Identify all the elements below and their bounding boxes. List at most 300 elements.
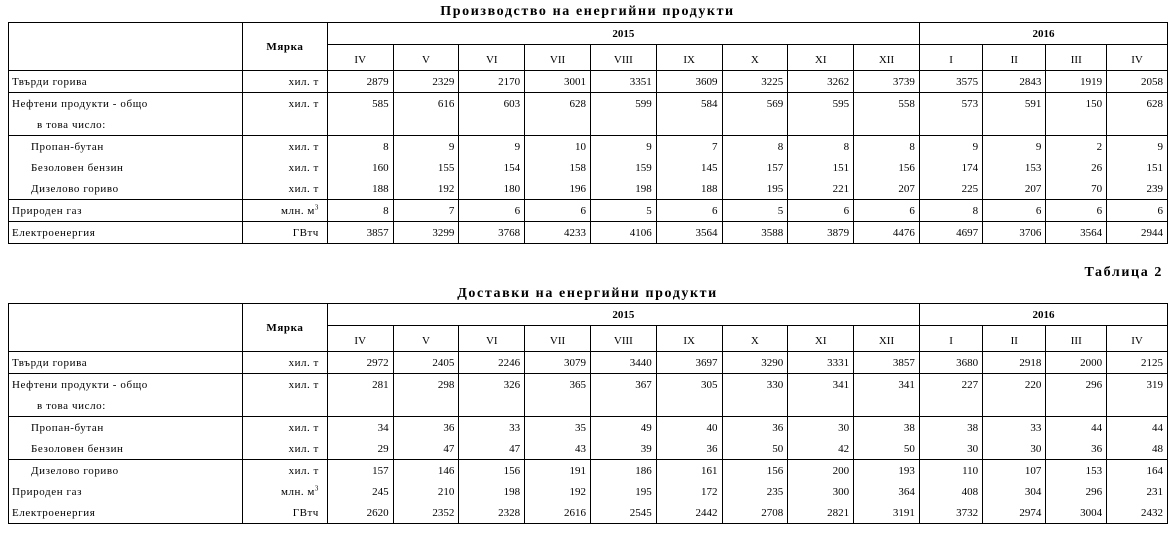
value-cell: 2432: [1107, 502, 1168, 524]
table1-title: Производство на енергийни продукти: [440, 4, 735, 19]
value-cell: 2058: [1107, 71, 1168, 93]
year-header: 2015: [327, 304, 919, 326]
table-row: [9, 374, 1168, 396]
row-name: Дизелово гориво: [9, 178, 243, 200]
value-cell: [393, 114, 459, 136]
value-cell: 603: [459, 93, 525, 115]
value-cell: 164: [1107, 460, 1168, 482]
value-cell: 9: [1107, 136, 1168, 158]
value-cell: 43: [525, 438, 591, 460]
value-cell: 36: [393, 417, 459, 439]
table-row: [9, 71, 1168, 93]
month-header: III: [1046, 326, 1107, 352]
value-cell: 3732: [919, 502, 982, 524]
value-cell: 42: [788, 438, 854, 460]
value-cell: 48: [1107, 438, 1168, 460]
value-cell: 153: [983, 157, 1046, 178]
value-cell: 6: [525, 200, 591, 222]
value-cell: 569: [722, 93, 788, 115]
year-header: 2016: [919, 304, 1167, 326]
month-header: IV: [327, 326, 393, 352]
value-cell: 616: [393, 93, 459, 115]
value-cell: 367: [590, 374, 656, 396]
value-cell: 3879: [788, 222, 854, 244]
row-unit: [243, 438, 328, 460]
value-cell: 198: [590, 178, 656, 200]
value-cell: 47: [459, 438, 525, 460]
value-cell: 3768: [459, 222, 525, 244]
unit-superscript: 3: [314, 202, 319, 211]
value-cell: 188: [656, 178, 722, 200]
value-cell: [722, 395, 788, 417]
value-cell: 3351: [590, 71, 656, 93]
table-row: [9, 502, 1168, 524]
value-cell: 50: [854, 438, 920, 460]
value-cell: 155: [393, 157, 459, 178]
value-cell: 4697: [919, 222, 982, 244]
value-cell: 628: [525, 93, 591, 115]
value-cell: 146: [393, 460, 459, 482]
value-cell: 5: [590, 200, 656, 222]
month-header: X: [722, 45, 788, 71]
value-cell: 196: [525, 178, 591, 200]
value-cell: 8: [327, 200, 393, 222]
table-row: [9, 200, 1168, 222]
value-cell: 180: [459, 178, 525, 200]
value-cell: 30: [919, 438, 982, 460]
row-name: Природен газ: [9, 200, 243, 222]
value-cell: [722, 114, 788, 136]
value-cell: 3079: [525, 352, 591, 374]
month-header: V: [393, 45, 459, 71]
table-row: [9, 395, 1168, 417]
value-cell: 172: [656, 481, 722, 502]
table-row: [9, 481, 1168, 502]
value-cell: 33: [983, 417, 1046, 439]
month-header: V: [393, 326, 459, 352]
table-row: [9, 93, 1168, 115]
value-cell: 3299: [393, 222, 459, 244]
value-cell: 239: [1107, 178, 1168, 200]
value-cell: 7: [656, 136, 722, 158]
value-cell: 585: [327, 93, 393, 115]
value-cell: 207: [854, 178, 920, 200]
value-cell: 3262: [788, 71, 854, 93]
value-cell: 150: [1046, 93, 1107, 115]
month-header: VII: [525, 45, 591, 71]
value-cell: 191: [525, 460, 591, 482]
value-cell: 2405: [393, 352, 459, 374]
year-header: 2015: [327, 23, 919, 45]
value-cell: 70: [1046, 178, 1107, 200]
value-cell: 319: [1107, 374, 1168, 396]
value-cell: 220: [983, 374, 1046, 396]
value-cell: 38: [854, 417, 920, 439]
value-cell: 2821: [788, 502, 854, 524]
value-cell: 36: [1046, 438, 1107, 460]
value-cell: 305: [656, 374, 722, 396]
value-cell: [1107, 395, 1168, 417]
row-name: Твърди горива: [9, 352, 243, 374]
value-cell: 151: [788, 157, 854, 178]
value-cell: [525, 395, 591, 417]
value-cell: 221: [788, 178, 854, 200]
row-name: в това число:: [9, 114, 243, 136]
value-cell: [919, 395, 982, 417]
month-header: IV: [1107, 45, 1168, 71]
value-cell: 159: [590, 157, 656, 178]
value-cell: 40: [656, 417, 722, 439]
unit-text: хил. т: [288, 140, 319, 153]
value-cell: 154: [459, 157, 525, 178]
value-cell: 188: [327, 178, 393, 200]
value-cell: 8: [788, 136, 854, 158]
value-cell: 2918: [983, 352, 1046, 374]
value-cell: 6: [656, 200, 722, 222]
value-cell: 161: [656, 460, 722, 482]
value-cell: 2442: [656, 502, 722, 524]
month-header: IX: [656, 45, 722, 71]
row-unit: [243, 71, 328, 93]
value-cell: 4106: [590, 222, 656, 244]
value-cell: 2620: [327, 502, 393, 524]
value-cell: [983, 114, 1046, 136]
value-cell: 599: [590, 93, 656, 115]
row-name: Електроенергия: [9, 222, 243, 244]
unit-text: млн. м: [281, 204, 315, 217]
unit-text: хил. т: [288, 356, 319, 369]
month-header: VI: [459, 326, 525, 352]
table-row: [9, 114, 1168, 136]
value-cell: 7: [393, 200, 459, 222]
value-cell: 3857: [327, 222, 393, 244]
month-header: XII: [854, 326, 920, 352]
value-cell: 330: [722, 374, 788, 396]
value-cell: 2246: [459, 352, 525, 374]
value-cell: 2708: [722, 502, 788, 524]
row-unit: [243, 93, 328, 115]
table-row: [9, 157, 1168, 178]
value-cell: 2125: [1107, 352, 1168, 374]
value-cell: 3588: [722, 222, 788, 244]
row-unit: [243, 157, 328, 178]
value-cell: [1046, 114, 1107, 136]
row-name: Безоловен бензин: [9, 157, 243, 178]
value-cell: 2616: [525, 502, 591, 524]
value-cell: 4233: [525, 222, 591, 244]
row-unit: [243, 502, 328, 524]
value-cell: 2000: [1046, 352, 1107, 374]
value-cell: 160: [327, 157, 393, 178]
table-row: [9, 438, 1168, 460]
value-cell: 3680: [919, 352, 982, 374]
value-cell: 158: [525, 157, 591, 178]
value-cell: 34: [327, 417, 393, 439]
value-cell: [459, 114, 525, 136]
value-cell: 408: [919, 481, 982, 502]
month-header: X: [722, 326, 788, 352]
value-cell: 47: [393, 438, 459, 460]
value-cell: 9: [983, 136, 1046, 158]
value-cell: 3739: [854, 71, 920, 93]
value-cell: [590, 114, 656, 136]
value-cell: 8: [327, 136, 393, 158]
value-cell: 3857: [854, 352, 920, 374]
value-cell: 2972: [327, 352, 393, 374]
value-cell: 186: [590, 460, 656, 482]
value-cell: 6: [1046, 200, 1107, 222]
value-cell: 156: [722, 460, 788, 482]
value-cell: 107: [983, 460, 1046, 482]
value-cell: 157: [722, 157, 788, 178]
value-cell: 3440: [590, 352, 656, 374]
value-cell: 225: [919, 178, 982, 200]
month-header: XI: [788, 45, 854, 71]
value-cell: 8: [722, 136, 788, 158]
value-cell: 2352: [393, 502, 459, 524]
value-cell: 3697: [656, 352, 722, 374]
row-unit: [243, 200, 328, 222]
table-row: [9, 352, 1168, 374]
month-header: IX: [656, 326, 722, 352]
row-unit: [243, 395, 328, 417]
value-cell: 8: [854, 136, 920, 158]
value-cell: 8: [919, 200, 982, 222]
value-cell: 3191: [854, 502, 920, 524]
value-cell: 3290: [722, 352, 788, 374]
month-header: VIII: [590, 326, 656, 352]
value-cell: 110: [919, 460, 982, 482]
row-name: Дизелово гориво: [9, 460, 243, 482]
unit-text: хил. т: [288, 421, 319, 434]
month-header: I: [919, 326, 982, 352]
row-name: Природен газ: [9, 481, 243, 502]
row-name: Нефтени продукти - общо: [9, 374, 243, 396]
value-cell: 3706: [983, 222, 1046, 244]
value-cell: 2: [1046, 136, 1107, 158]
value-cell: 49: [590, 417, 656, 439]
year-header-row: [9, 23, 1168, 45]
month-header: XI: [788, 326, 854, 352]
value-cell: 3564: [656, 222, 722, 244]
value-cell: 326: [459, 374, 525, 396]
value-cell: 2843: [983, 71, 1046, 93]
value-cell: 3225: [722, 71, 788, 93]
unit-text: млн. м: [281, 485, 315, 498]
value-cell: 2170: [459, 71, 525, 93]
value-cell: 235: [722, 481, 788, 502]
value-cell: 44: [1046, 417, 1107, 439]
unit-superscript: 3: [314, 483, 319, 492]
value-cell: 36: [722, 417, 788, 439]
value-cell: 195: [590, 481, 656, 502]
value-cell: 341: [854, 374, 920, 396]
name-header-cell: [9, 23, 243, 71]
value-cell: 9: [590, 136, 656, 158]
value-cell: [854, 395, 920, 417]
unit-text: ГВтч: [292, 506, 319, 519]
value-cell: [525, 114, 591, 136]
value-cell: 2545: [590, 502, 656, 524]
value-cell: 3564: [1046, 222, 1107, 244]
row-unit: [243, 374, 328, 396]
row-unit: [243, 114, 328, 136]
value-cell: 192: [393, 178, 459, 200]
value-cell: 3004: [1046, 502, 1107, 524]
month-header: IV: [327, 45, 393, 71]
unit-header: Мярка: [243, 23, 328, 71]
table-row: [9, 178, 1168, 200]
value-cell: 156: [459, 460, 525, 482]
value-cell: 595: [788, 93, 854, 115]
value-cell: 36: [656, 438, 722, 460]
value-cell: 281: [327, 374, 393, 396]
value-cell: 573: [919, 93, 982, 115]
value-cell: [656, 395, 722, 417]
value-cell: [459, 395, 525, 417]
deliveries-table: [8, 303, 1168, 524]
value-cell: 38: [919, 417, 982, 439]
unit-text: хил. т: [288, 75, 319, 88]
unit-text: хил. т: [288, 464, 319, 477]
value-cell: 5: [722, 200, 788, 222]
row-name: Твърди горива: [9, 71, 243, 93]
value-cell: 231: [1107, 481, 1168, 502]
month-header: I: [919, 45, 982, 71]
value-cell: [590, 395, 656, 417]
production-table: [8, 22, 1168, 244]
row-unit: [243, 222, 328, 244]
value-cell: 6: [983, 200, 1046, 222]
unit-text: хил. т: [288, 182, 319, 195]
value-cell: 584: [656, 93, 722, 115]
value-cell: 6: [788, 200, 854, 222]
value-cell: 30: [983, 438, 1046, 460]
value-cell: 174: [919, 157, 982, 178]
unit-text: ГВтч: [292, 226, 319, 239]
value-cell: 9: [393, 136, 459, 158]
month-header: II: [983, 326, 1046, 352]
value-cell: 9: [919, 136, 982, 158]
value-cell: 198: [459, 481, 525, 502]
value-cell: 364: [854, 481, 920, 502]
value-cell: 341: [788, 374, 854, 396]
value-cell: 2328: [459, 502, 525, 524]
table2-title: Доставки на енергийни продукти: [457, 286, 718, 301]
row-name: в това число:: [9, 395, 243, 417]
value-cell: 296: [1046, 374, 1107, 396]
value-cell: 29: [327, 438, 393, 460]
value-cell: 151: [1107, 157, 1168, 178]
month-header: II: [983, 45, 1046, 71]
value-cell: 50: [722, 438, 788, 460]
unit-text: хил. т: [288, 161, 319, 174]
unit-text: хил. т: [288, 97, 319, 110]
value-cell: 3609: [656, 71, 722, 93]
row-unit: [243, 178, 328, 200]
table-row: [9, 417, 1168, 439]
value-cell: [919, 114, 982, 136]
month-header: III: [1046, 45, 1107, 71]
value-cell: 6: [854, 200, 920, 222]
value-cell: [1046, 395, 1107, 417]
value-cell: 26: [1046, 157, 1107, 178]
value-cell: 44: [1107, 417, 1168, 439]
row-unit: [243, 460, 328, 482]
value-cell: 6: [1107, 200, 1168, 222]
value-cell: 200: [788, 460, 854, 482]
value-cell: 207: [983, 178, 1046, 200]
value-cell: 9: [459, 136, 525, 158]
month-header: VI: [459, 45, 525, 71]
value-cell: 245: [327, 481, 393, 502]
value-cell: 2879: [327, 71, 393, 93]
year-header-row: [9, 304, 1168, 326]
table-row: [9, 460, 1168, 482]
value-cell: 33: [459, 417, 525, 439]
value-cell: 210: [393, 481, 459, 502]
row-name: Безоловен бензин: [9, 438, 243, 460]
value-cell: [788, 395, 854, 417]
value-cell: 4476: [854, 222, 920, 244]
value-cell: 298: [393, 374, 459, 396]
unit-text: хил. т: [288, 378, 319, 391]
year-header: 2016: [919, 23, 1167, 45]
row-name: Електроенергия: [9, 502, 243, 524]
row-unit: [243, 481, 328, 502]
value-cell: 296: [1046, 481, 1107, 502]
name-header-cell: [9, 304, 243, 352]
value-cell: 365: [525, 374, 591, 396]
value-cell: 3001: [525, 71, 591, 93]
value-cell: [327, 395, 393, 417]
value-cell: 35: [525, 417, 591, 439]
table2-label: Таблица 2: [1084, 265, 1163, 280]
value-cell: 156: [854, 157, 920, 178]
row-name: Пропан-бутан: [9, 136, 243, 158]
value-cell: 3575: [919, 71, 982, 93]
value-cell: 195: [722, 178, 788, 200]
month-header: VIII: [590, 45, 656, 71]
table-row: [9, 136, 1168, 158]
value-cell: [788, 114, 854, 136]
month-header: IV: [1107, 326, 1168, 352]
value-cell: [656, 114, 722, 136]
row-name: Пропан-бутан: [9, 417, 243, 439]
value-cell: 304: [983, 481, 1046, 502]
value-cell: 2974: [983, 502, 1046, 524]
value-cell: 6: [459, 200, 525, 222]
unit-text: хил. т: [288, 442, 319, 455]
value-cell: 193: [854, 460, 920, 482]
row-unit: [243, 136, 328, 158]
value-cell: 1919: [1046, 71, 1107, 93]
value-cell: [983, 395, 1046, 417]
value-cell: 39: [590, 438, 656, 460]
row-name: Нефтени продукти - общо: [9, 93, 243, 115]
value-cell: 153: [1046, 460, 1107, 482]
value-cell: 2944: [1107, 222, 1168, 244]
value-cell: 628: [1107, 93, 1168, 115]
value-cell: [327, 114, 393, 136]
value-cell: 192: [525, 481, 591, 502]
value-cell: 30: [788, 417, 854, 439]
value-cell: 3331: [788, 352, 854, 374]
value-cell: 558: [854, 93, 920, 115]
value-cell: 300: [788, 481, 854, 502]
row-unit: [243, 417, 328, 439]
month-header: XII: [854, 45, 920, 71]
